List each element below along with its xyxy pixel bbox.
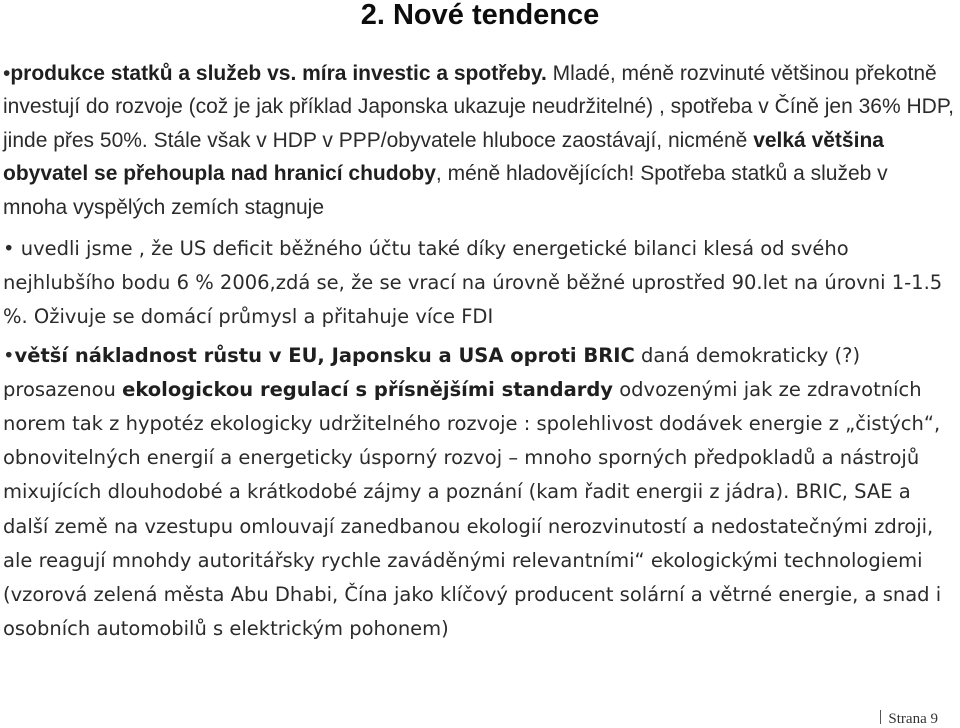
paragraph-text: odvozenými jak ze zdravotních norem tak z hypotéz ekologicky udržitelného rozvoje : spolehlivost dodávek energie z „čistých“, obnovitelných energií a energeticky úsporný rozvoj – mnoho sporných předpokladů a nástrojů mixujících dlouhodobé a krátkodobé zájmy a poznání (kam řadit energii z jádra). BRIC, SAE a další země na vzestupu omlouvají zanedbanou ekologií nerozvinutostí a nedostatečnými zdroji, ale reagují mnohdy autoritářsky rychle zaváděnými relevantními“ ekologickými technologiemi (vzorová zelená města Abu Dhabi, Čína jako klíčový producent solární a větrné energie, a snad i osobních automobilů s elektrickým pohonem)	[3, 377, 942, 641]
page-footer	[880, 710, 938, 728]
paragraph-growth-cost	[3, 339, 957, 647]
slide-title: 2. Nové tendence	[360, 0, 600, 31]
page-number: Strana 9	[888, 711, 938, 727]
bold-heading-production: produkce statků a služeb vs. míra investic a spotřeby.	[10, 62, 547, 85]
slide-content	[3, 57, 957, 646]
paragraph-production	[3, 57, 957, 224]
bullet: •	[3, 237, 15, 261]
paragraph-text: uvedli jsme , že US deficit běžného účtu také díky energetické bilanci klesá od svého nejhlubšího bodu 6 % 2006,zdá se, že se vrací na úrovně běžné uprostřed 90.let na úrovni 1-1.5 %. Oživuje se domácí průmysl a přitahuje více FDI	[3, 237, 943, 329]
paragraph-us-deficit	[3, 232, 957, 335]
bullet: •	[3, 343, 15, 367]
bold-ecological-regulation: ekologickou regulací s přísnějšími standardy	[122, 377, 614, 401]
paragraph-text: daná demokraticky (?) prosazenou	[3, 343, 861, 401]
footer-divider	[880, 710, 881, 724]
bold-poverty: velká většina obyvatel se přehoupla nad hranicí chudoby	[3, 128, 884, 186]
bold-growth-cost: větší nákladnost růstu v EU, Japonsku a USA oproti BRIC	[14, 343, 635, 367]
bullet: •	[3, 62, 11, 85]
paragraph-text: , méně hladovějících! Spotřeba statků a služeb v mnoha vyspělých zemích stagnuje	[3, 162, 888, 219]
paragraph-text: Mladé, méně rozvinuté většinou překotně investují do rozvoje (což je jak příklad Japonska ukazuje neudržitelné) , spotřeba v Číně jen 36% HDP, jinde přes 50%. Stále však v HDP v PPP/obyvatele hluboce zaostávají, nicméně	[3, 62, 954, 152]
